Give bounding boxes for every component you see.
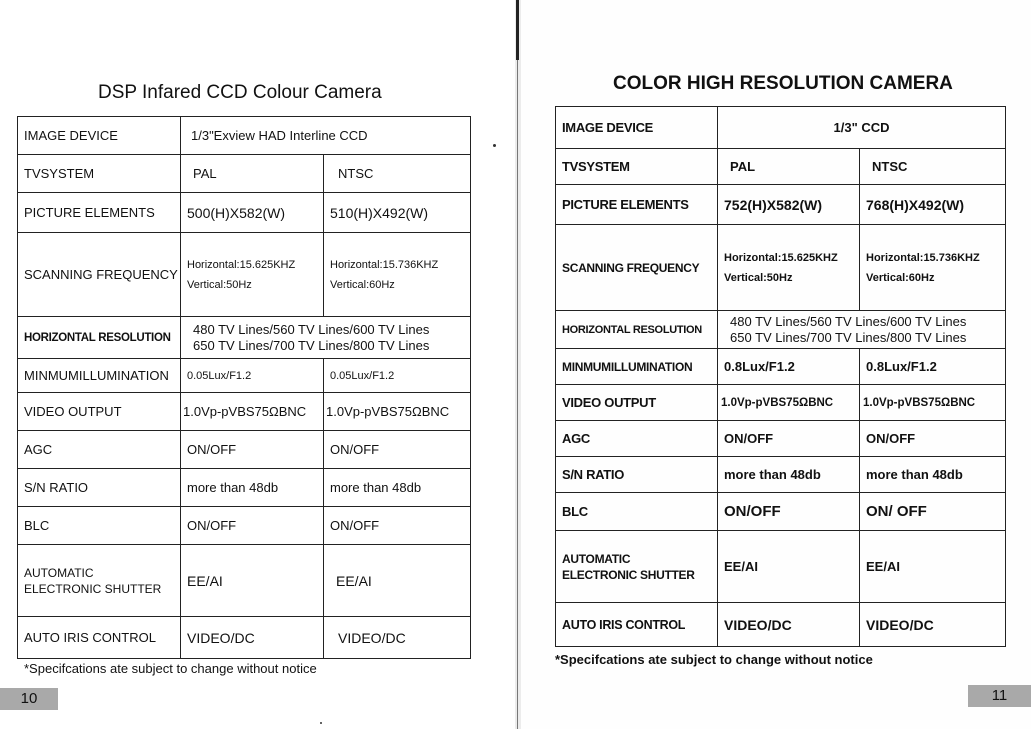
row-label: SCANNING FREQUENCY xyxy=(556,225,718,311)
pal-value: 500(H)X582(W) xyxy=(181,193,324,233)
table-row xyxy=(18,617,471,659)
ntsc-value: NTSC xyxy=(324,155,471,193)
pal-value xyxy=(181,233,324,317)
ntsc-value: EE/AI xyxy=(860,531,1006,603)
page-number-left: 10 xyxy=(0,688,58,710)
row-label: TVSYSTEM xyxy=(18,155,181,193)
pal-value: 1.0Vp-pVBS75ΩBNC xyxy=(718,385,860,421)
row-label: MINMUMILLUMINATION xyxy=(556,349,718,385)
table-row xyxy=(18,469,471,507)
pal-value: ON/OFF xyxy=(718,493,860,531)
vertical-frequency: Vertical:50Hz xyxy=(724,271,793,284)
horizontal-frequency: Horizontal:15.625KHZ xyxy=(724,251,838,264)
table-row xyxy=(18,155,471,193)
row-label: VIDEO OUTPUT xyxy=(18,393,181,431)
right-spec-table xyxy=(555,106,1006,647)
row-label: S/N RATIO xyxy=(18,469,181,507)
table-row xyxy=(18,507,471,545)
row-label: IMAGE DEVICE xyxy=(18,117,181,155)
row-label xyxy=(556,531,718,603)
resolution-value xyxy=(718,311,1006,349)
left-page-title: DSP Infared CCD Colour Camera xyxy=(98,82,382,103)
pal-value: 1.0Vp-pVBS75ΩBNC xyxy=(181,393,324,431)
table-row xyxy=(556,421,1006,457)
page-number-right: 11 xyxy=(968,685,1031,707)
pal-value: VIDEO/DC xyxy=(718,603,860,647)
table-row xyxy=(18,317,471,359)
ntsc-value: ON/OFF xyxy=(324,507,471,545)
row-label: HORIZONTAL RESOLUTION xyxy=(556,311,718,349)
ntsc-value: 0.8Lux/F1.2 xyxy=(860,349,1006,385)
table-row xyxy=(556,349,1006,385)
spine-shadow xyxy=(516,0,519,60)
image-device-value: 1/3" CCD xyxy=(718,107,1006,149)
ntsc-value: ON/ OFF xyxy=(860,493,1006,531)
table-row xyxy=(556,603,1006,647)
pal-value: more than 48db xyxy=(181,469,324,507)
table-row xyxy=(18,117,471,155)
horizontal-frequency: Horizontal:15.736KHZ xyxy=(866,251,980,264)
label-line: AUTOMATIC xyxy=(562,551,631,566)
table-row xyxy=(18,233,471,317)
left-footnote: *Specifcations ate subject to change without notice xyxy=(24,661,317,676)
row-label: BLC xyxy=(556,493,718,531)
table-row xyxy=(18,359,471,393)
table-row xyxy=(18,193,471,233)
pal-value: EE/AI xyxy=(181,545,324,617)
ntsc-value: EE/AI xyxy=(324,545,471,617)
pal-value: 752(H)X582(W) xyxy=(718,185,860,225)
image-device-value: 1/3"Exview HAD Interline CCD xyxy=(181,117,471,155)
pal-value: ON/OFF xyxy=(181,431,324,469)
table-row xyxy=(556,149,1006,185)
table-row xyxy=(556,107,1006,149)
pal-value: EE/AI xyxy=(718,531,860,603)
pal-value: more than 48db xyxy=(718,457,860,493)
speck-mark xyxy=(493,144,496,147)
ntsc-value: VIDEO/DC xyxy=(324,617,471,659)
table-row xyxy=(556,185,1006,225)
ntsc-value xyxy=(324,233,471,317)
pal-value: ON/OFF xyxy=(718,421,860,457)
label-line: AUTOMATIC xyxy=(24,565,94,580)
right-footnote: *Specifcations ate subject to change without notice xyxy=(555,652,873,667)
pal-value: 0.8Lux/F1.2 xyxy=(718,349,860,385)
row-label: AUTO IRIS CONTROL xyxy=(18,617,181,659)
label-line: ELECTRONIC SHUTTER xyxy=(24,581,162,596)
ntsc-value xyxy=(860,225,1006,311)
row-label: PICTURE ELEMENTS xyxy=(18,193,181,233)
table-row xyxy=(18,545,471,617)
label-line: ELECTRONIC SHUTTER xyxy=(562,567,695,582)
resolution-line: 480 TV Lines/560 TV Lines/600 TV Lines xyxy=(193,321,430,337)
pal-value: PAL xyxy=(718,149,860,185)
resolution-value xyxy=(181,317,471,359)
ntsc-value: ON/OFF xyxy=(860,421,1006,457)
resolution-line: 650 TV Lines/700 TV Lines/800 TV Lines xyxy=(730,329,967,345)
pal-value: PAL xyxy=(181,155,324,193)
pal-value xyxy=(718,225,860,311)
table-row xyxy=(556,385,1006,421)
row-label: VIDEO OUTPUT xyxy=(556,385,718,421)
table-row xyxy=(556,225,1006,311)
table-row xyxy=(556,457,1006,493)
ntsc-value: ON/OFF xyxy=(324,431,471,469)
row-label: TVSYSTEM xyxy=(556,149,718,185)
row-label: SCANNING FREQUENCY xyxy=(18,233,181,317)
ntsc-value: NTSC xyxy=(860,149,1006,185)
row-label: HORIZONTAL RESOLUTION xyxy=(18,317,181,359)
pal-value: VIDEO/DC xyxy=(181,617,324,659)
spine-line xyxy=(517,60,518,729)
row-label: AGC xyxy=(18,431,181,469)
vertical-frequency: Vertical:60Hz xyxy=(866,271,935,284)
table-row xyxy=(18,393,471,431)
table-row xyxy=(556,493,1006,531)
ntsc-value: VIDEO/DC xyxy=(860,603,1006,647)
ntsc-value: 0.05Lux/F1.2 xyxy=(324,359,471,393)
row-label: IMAGE DEVICE xyxy=(556,107,718,149)
ntsc-value: more than 48db xyxy=(860,457,1006,493)
row-label: AGC xyxy=(556,421,718,457)
ntsc-value: 1.0Vp-pVBS75ΩBNC xyxy=(860,385,1006,421)
ntsc-value: more than 48db xyxy=(324,469,471,507)
row-label xyxy=(18,545,181,617)
row-label: MINMUMILLUMINATION xyxy=(18,359,181,393)
row-label: PICTURE ELEMENTS xyxy=(556,185,718,225)
table-row xyxy=(18,431,471,469)
right-page-title: COLOR HIGH RESOLUTION CAMERA xyxy=(613,73,953,94)
pal-value: ON/OFF xyxy=(181,507,324,545)
pal-value: 0.05Lux/F1.2 xyxy=(181,359,324,393)
horizontal-frequency: Horizontal:15.625KHZ xyxy=(187,258,296,271)
resolution-line: 480 TV Lines/560 TV Lines/600 TV Lines xyxy=(730,313,967,329)
ntsc-value: 510(H)X492(W) xyxy=(324,193,471,233)
book-spine xyxy=(515,0,521,729)
left-spec-table xyxy=(17,116,471,659)
table-row xyxy=(556,311,1006,349)
resolution-line: 650 TV Lines/700 TV Lines/800 TV Lines xyxy=(193,337,430,353)
table-row xyxy=(556,531,1006,603)
ntsc-value: 768(H)X492(W) xyxy=(860,185,1006,225)
vertical-frequency: Vertical:60Hz xyxy=(330,278,395,291)
row-label: S/N RATIO xyxy=(556,457,718,493)
row-label: AUTO IRIS CONTROL xyxy=(556,603,718,647)
speck-mark xyxy=(320,722,322,724)
horizontal-frequency: Horizontal:15.736KHZ xyxy=(330,258,439,271)
vertical-frequency: Vertical:50Hz xyxy=(187,278,252,291)
row-label: BLC xyxy=(18,507,181,545)
ntsc-value: 1.0Vp-pVBS75ΩBNC xyxy=(324,393,471,431)
